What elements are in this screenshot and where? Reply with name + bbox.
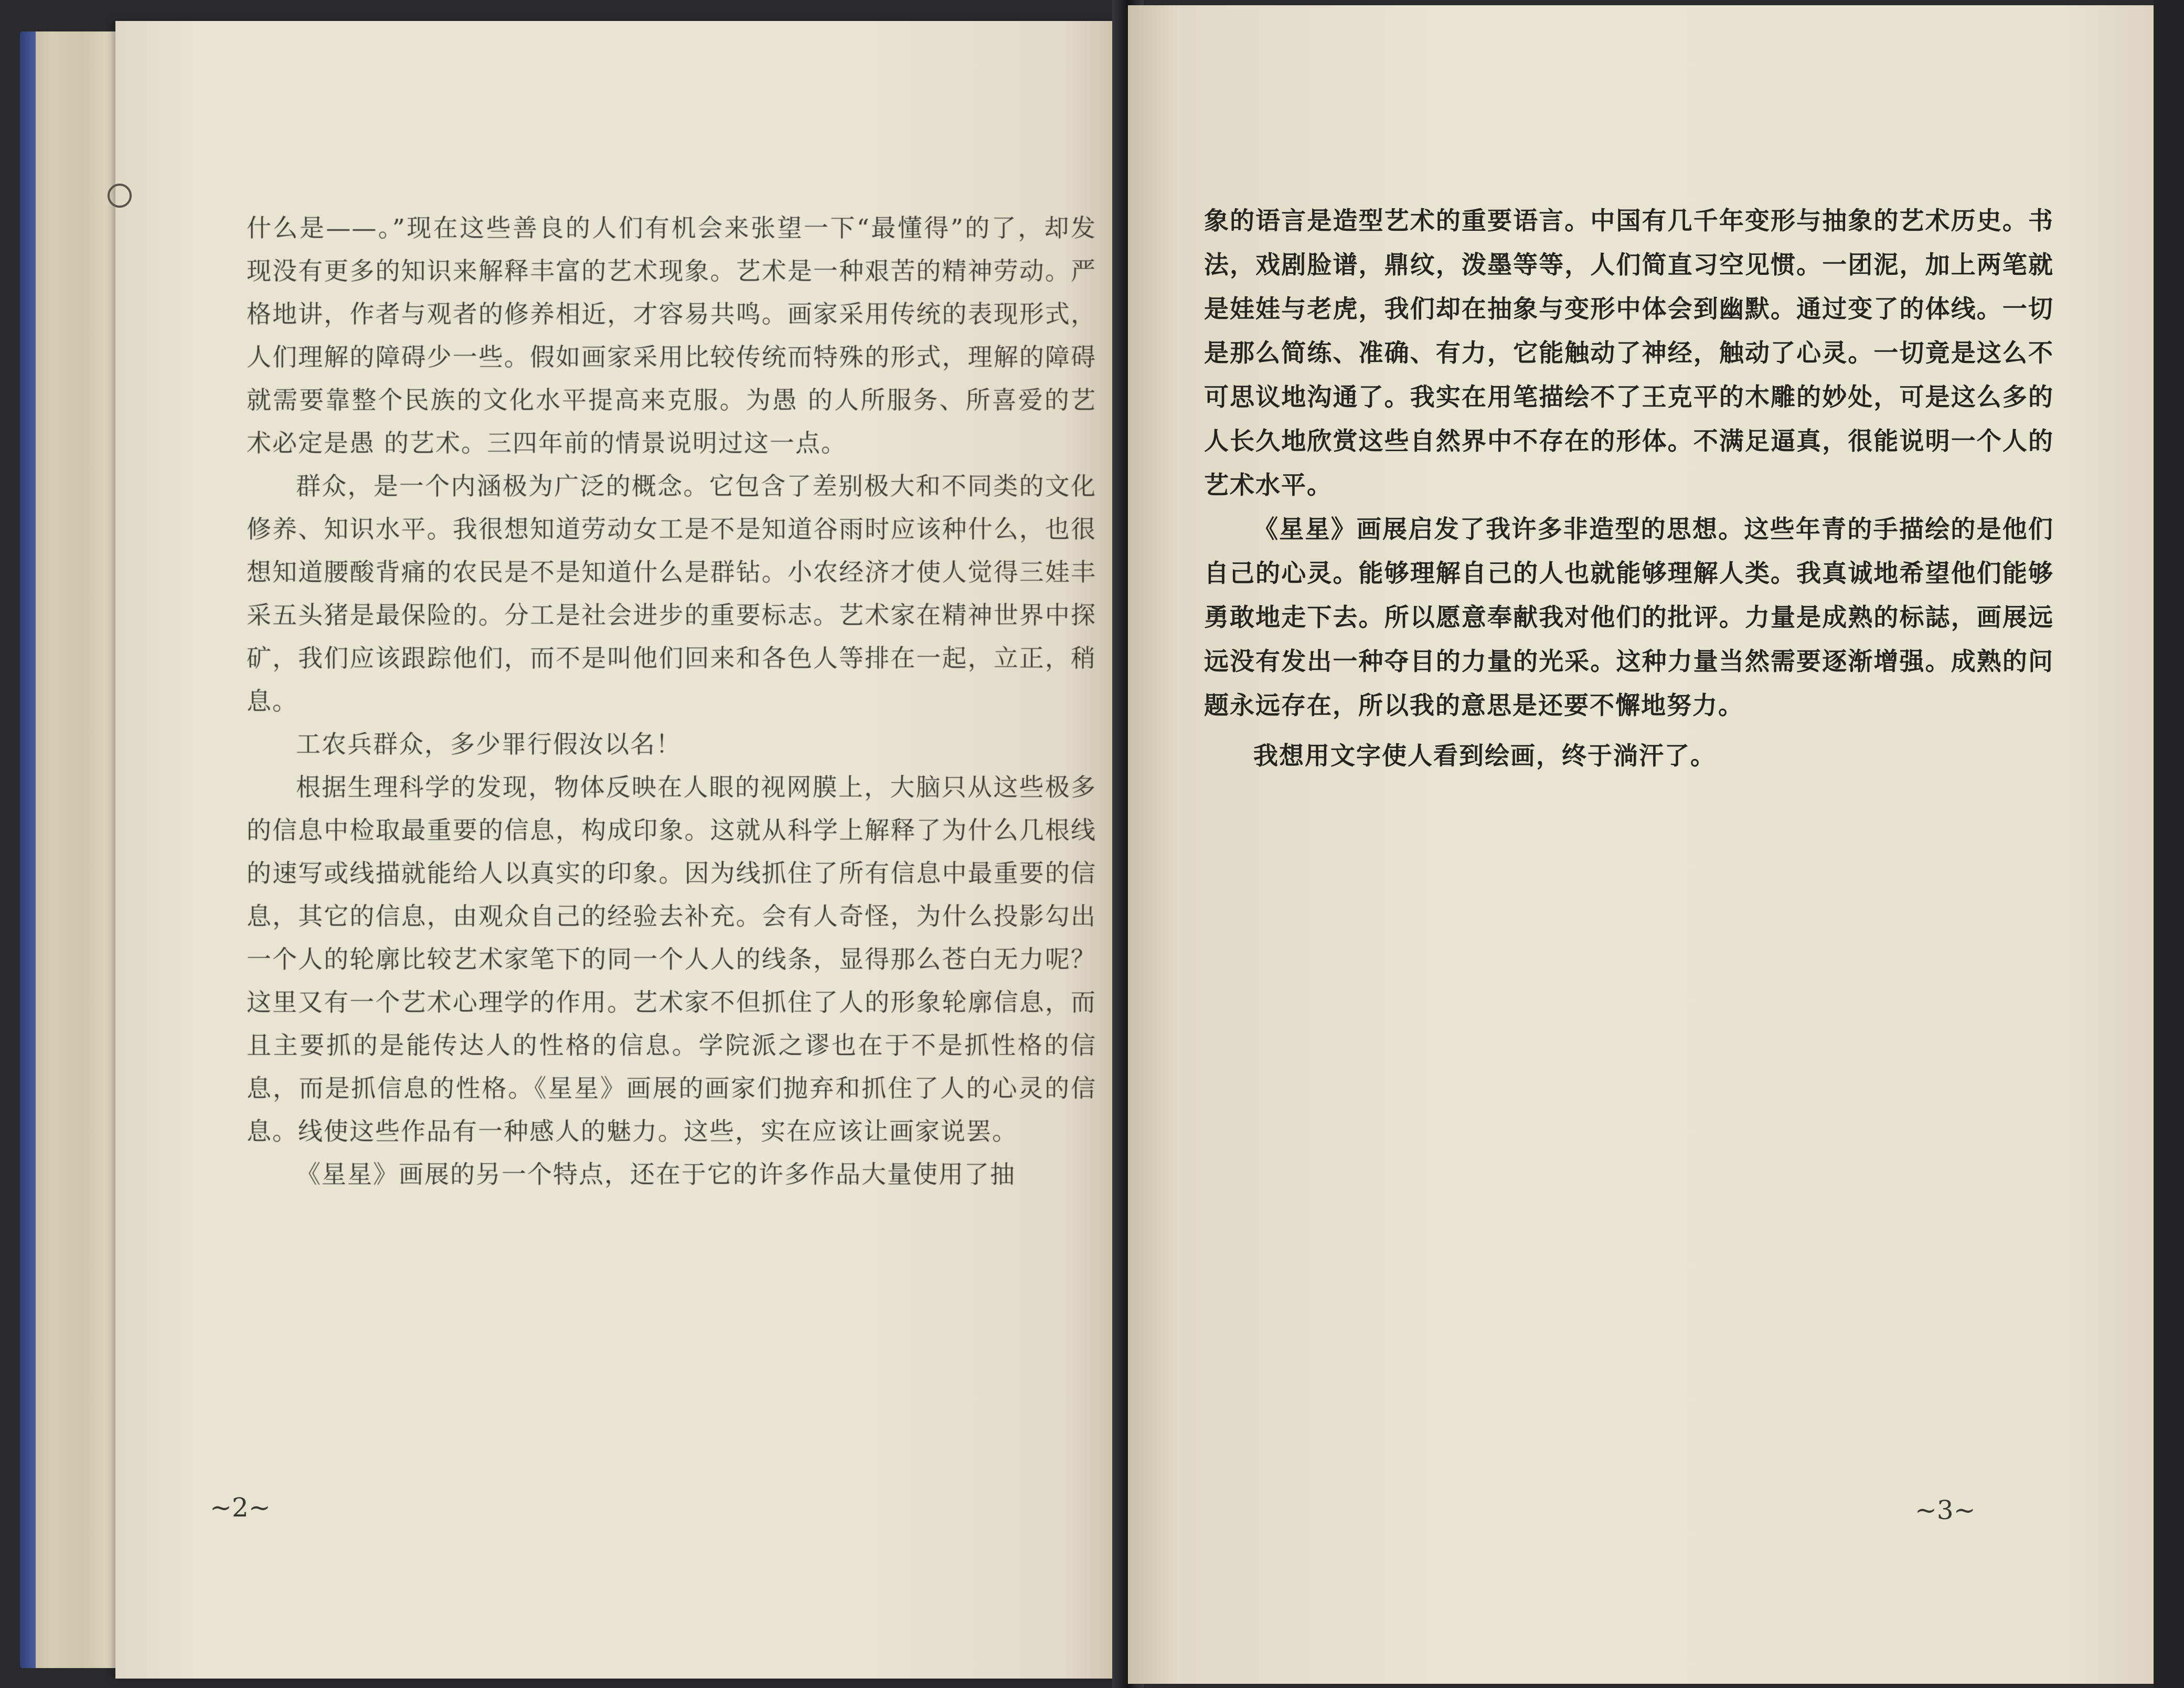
left-paragraph-4: 根据生理科学的发现，物体反映在人眼的视网膜上，大脑只从这些极多的信息中检取最重要的信息，构成印象。这就从科学上解释了为什么几根线的速写或线描就能给人以真实的印象。因为线抓住了所有信息中最重要的信息，其它的信息，由观众自己的经验去补充。会有人奇怪，为什么投影勾出一个人的轮廓比较艺术家笔下的同一个人人的线条，显得那么苍白无力呢？这里又有一个艺术心理学的作用。艺术家不但抓住了人的形象轮廓信息，而且主要抓的是能传达人的性格的信息。学院派之谬也在于不是抓性格的信息，而是抓信息的性格。《星星》画展的画家们抛弃和抓住了人的心灵的信息。线使这些作品有一种感人的魅力。这些，实在应该让画家说罢。 [247, 773, 1096, 1146]
blue-cover-edge [20, 31, 36, 1668]
right-page-text [1204, 199, 2054, 778]
punch-hole-mark [108, 184, 132, 208]
left-paragraph-2: 群众，是一个内涵极为广泛的概念。它包含了差别极大和不同类的文化修养、知识水平。我很想知道劳动女工是不是知道谷雨时应该种什么，也很想知道腰酸背痛的农民是不是知道什么是群钻。小农经济才使人觉得三娃丰采五头猪是最保险的。分工是社会进步的重要标志。艺术家在精神世界中探矿，我们应该跟踪他们，而不是叫他们回来和各色人等排在一起，立正，稍息。 [247, 472, 1096, 716]
left-paragraph-5: 《星星》画展的另一个特点，还在于它的许多作品大量使用了抽 [296, 1160, 1016, 1189]
right-paragraph-1: 象的语言是造型艺术的重要语言。中国有几千年变形与抽象的艺术历史。书法，戏剧脸谱，鼎纹，泼墨等等，人们简直习空见惯。一团泥，加上两笔就是娃娃与老虎，我们却在抽象与变形中体会到幽默。通过变了的体线。一切是那么简练、准确、有力，它能触动了神经，触动了心灵。一切竟是这么不可思议地沟通了。我实在用笔描绘不了王克平的木雕的妙处，可是这么多的人长久地欣赏这些自然界中不存在的形体。不满足逼真，很能说明一个人的艺术水平。 [1204, 207, 2054, 500]
page-stack-edge [20, 31, 125, 1668]
left-paragraph-3: 工农兵群众，多少罪行假汝以名！ [296, 730, 681, 759]
page-number-right: ~3~ [1915, 1495, 1976, 1525]
right-paragraph-2: 《星星》画展启发了我许多非造型的思想。这些年青的手描绘的是他们自己的心灵。能够理解自己的人也就能够理解人类。我真诚地希望他们能够勇敢地走下去。所以愿意奉献我对他们的批评。力量是成熟的标誌，画展远远没有发出一种夺目的力量的光采。这种力量当然需要逐渐增强。成熟的问题永远存在，所以我的意思是还要不懈地努力。 [1204, 515, 2054, 720]
page-number-left: ~2~ [210, 1492, 271, 1523]
left-page-text [247, 207, 1096, 1196]
scan-right-edge [2154, 0, 2184, 1688]
left-paragraph-1: 什么是——。”现在这些善良的人们有机会来张望一下“最懂得”的了，却发现没有更多的知识来解释丰富的艺术现象。艺术是一种艰苦的精神劳动。严格地讲，作者与观者的修养相近，才容易共鸣。画家采用传统的表现形式，人们理解的障碍少一些。假如画家采用比较传统而特殊的形式，理解的障碍就需要靠整个民族的文化水平提高来克服。为愚 的人所服务、所喜爱的艺术必定是愚 的艺术。三四年前的情景说明过这一点。 [247, 214, 1096, 458]
right-paragraph-3: 我想用文字使人看到绘画，终于淌汗了。 [1253, 742, 1716, 771]
